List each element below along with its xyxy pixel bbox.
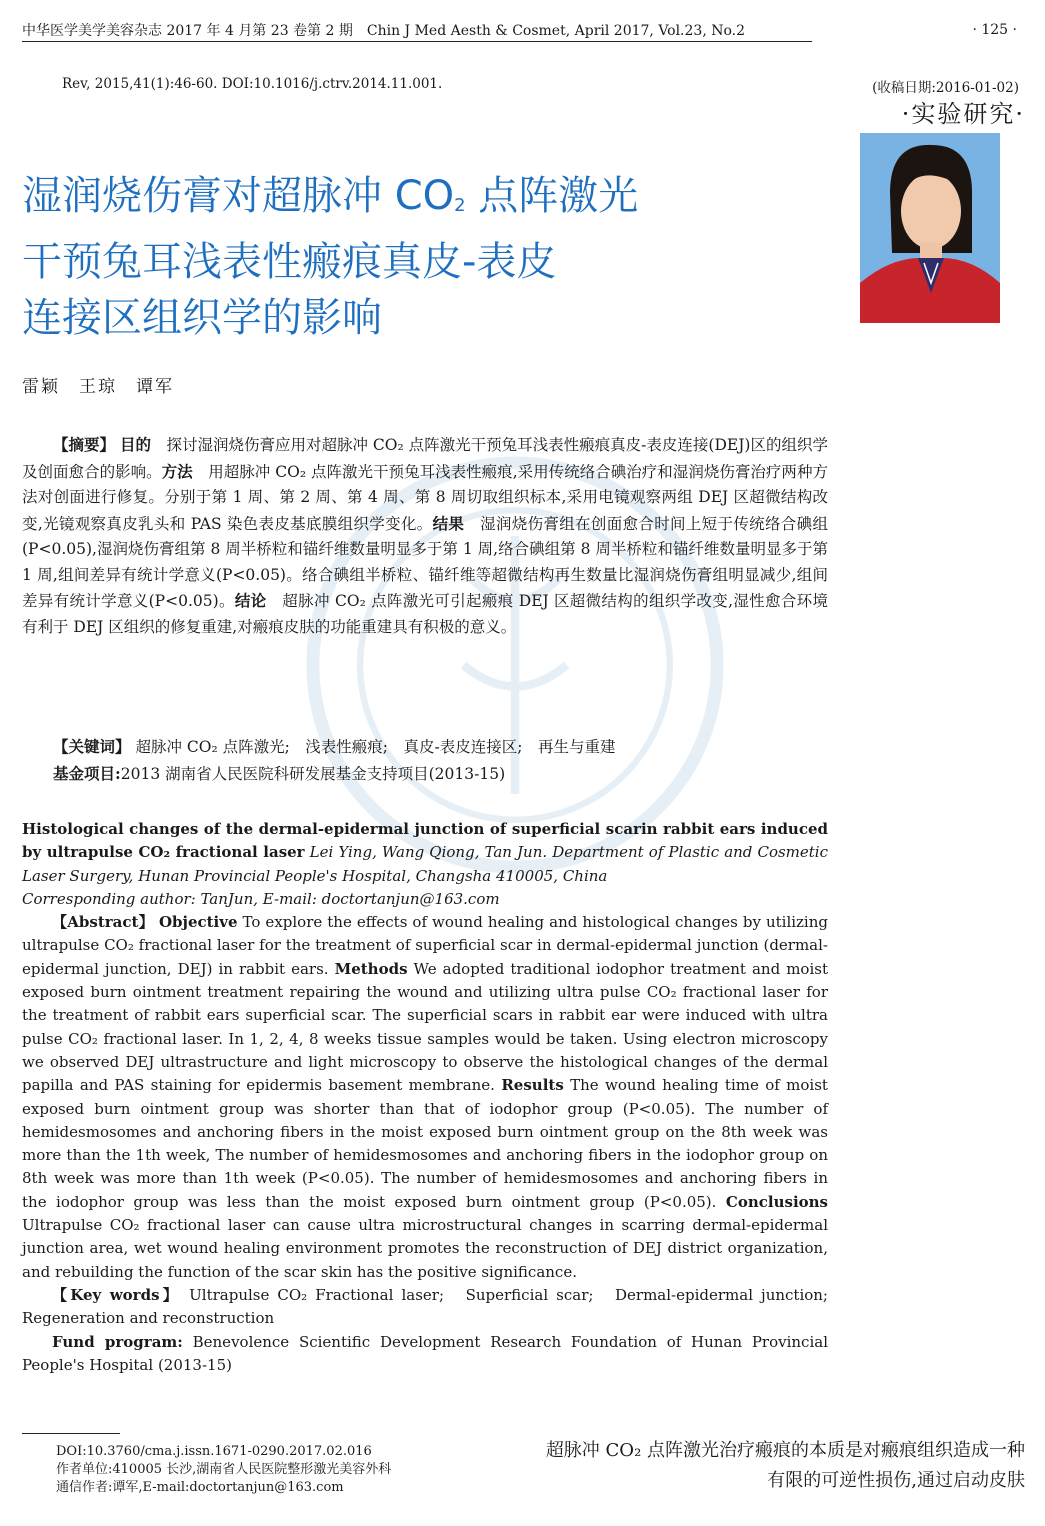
conclusion-label: 结论: [234, 591, 267, 610]
en-results-label: Results: [501, 1076, 564, 1095]
keywords-label: 【关键词】: [53, 737, 131, 756]
en-conclusions-label: Conclusions: [725, 1192, 828, 1211]
authors-cn: 雷颖 王琼 谭军: [22, 377, 174, 397]
keywords-text: 超脉冲 CO₂ 点阵激光; 浅表性瘢痕; 真皮-表皮连接区; 再生与重建: [135, 738, 616, 756]
author-photo: [860, 133, 1000, 323]
en-fund-label: Fund program:: [52, 1332, 183, 1351]
english-title: Histological changes of the dermal-epidermal junction of superficial scarin rabbit ears induced by ultrapulse CO₂ fractional laser: [22, 820, 828, 862]
article-title-cn: [22, 168, 742, 346]
abstract-label: 【摘要】: [53, 435, 116, 454]
abstract-cn: [22, 432, 828, 640]
received-date: (收稿日期:2016-01-02): [872, 80, 1019, 96]
header-rule: [22, 41, 812, 42]
en-fund-text: Benevolence Scientific Development Research Foundation of Hunan Provincial People's Hospital (2013-15): [22, 1332, 828, 1374]
en-abstract-label: 【Abstract】: [52, 913, 154, 932]
title-line-3: 连接区组织学的影响: [22, 295, 382, 341]
reference-line: Rev, 2015,41(1):46-60. DOI:10.1016/j.ctrv.2014.11.001.: [62, 76, 443, 92]
title-line-2: 干预兔耳浅表性瘢痕真皮-表皮: [22, 239, 557, 285]
footnote-doi: DOI:10.3760/cma.j.issn.1671-0290.2017.02.016: [56, 1444, 372, 1459]
en-results-text: The wound healing time of moist exposed burn ointment group was shorter than that of iodophor group (P<0.05). The number of hemidesmosomes and anchoring fibers in the moist exposed burn ointment group on the 8th week was more than the 1th week, The number of hemidesmosomes and anchoring fibers in the iodophor group on 8th week was more than 1th week (P<0.05). The number of hemidesmosomes and anchoring fibers in the iodophor group was less than the moist exposed burn ointment group (P<0.05).: [22, 1076, 828, 1211]
en-objective-label: Objective: [158, 913, 238, 932]
page-number: · 125 ·: [972, 22, 1017, 38]
fund-text: 2013 湖南省人民医院科研发展基金支持项目(2013-15): [120, 765, 506, 783]
english-authors: Lei Ying, Wang Qiong, Tan Jun. Department of Plastic and Cosmetic Laser Surgery, Hunan Provincial People's Hospital, Changsha 410005, China: [22, 843, 828, 885]
title-subscript: 2: [454, 195, 466, 216]
portrait-image: [860, 133, 1000, 323]
en-keywords-text: Ultrapulse CO₂ Fractional laser; Superficial scar; Dermal-epidermal junction; Regeneration and reconstruction: [22, 1285, 844, 1328]
objective-label: 目的: [119, 435, 151, 454]
results-text: 湿润烧伤膏组在创面愈合时间上短于传统络合碘组(P<0.05),湿润烧伤膏组第 8 周半桥粒和锚纤维数量明显多于第 1 周,络合碘组第 8 周半桥粒和锚纤维数量明显多于第 1 周,组间差异有统计学意义(P<0.05)。络合碘组半桥粒、锚纤维等超微结构再生数量比湿润烧伤膏组明显减少,组间差异有统计学意义(P<0.05)。: [22, 514, 828, 610]
objective-text: 探讨湿润烧伤膏应用对超脉冲 CO₂ 点阵激光干预兔耳浅表性瘢痕真皮-表皮连接(DEJ)区的组织学及创面愈合的影响。: [22, 436, 828, 481]
footnote-rule: [22, 1433, 120, 1434]
correspondence: Corresponding author: TanJun, E-mail: doctortanjun@163.com: [22, 889, 500, 908]
methods-text: 用超脉冲 CO₂ 点阵激光干预兔耳浅表性瘢痕,采用传统络合碘治疗和湿润烧伤膏治疗两种方法对创面进行修复。分别于第 1 周、第 2 周、第 4 周、第 8 周切取组织标本,采用电镜观察两组 DEJ 区超微结构改变,光镜观察真皮乳头和 PAS 染色表皮基底膜组织学变化。: [22, 462, 828, 533]
conclusion-text: 超脉冲 CO₂ 点阵激光可引起瘢痕 DEJ 区超微结构的组织学改变,湿性愈合环境有利于 DEJ 区组织的修复重建,对瘢痕皮肤的功能重建具有积极的意义。: [22, 592, 828, 636]
footnote-correspondence: 通信作者:谭军,E-mail:doctortanjun@163.com: [56, 1480, 344, 1495]
keywords-cn: [22, 735, 828, 757]
running-header: 中华医学美学美容杂志 2017 年 4 月第 23 卷第 2 期 Chin J Med Aesth & Cosmet, April 2017, Vol.23, No.2: [22, 23, 746, 39]
fund-label: 基金项目:: [53, 764, 121, 783]
title-line-1a: 湿润烧伤膏对超脉冲 CO: [22, 173, 455, 219]
footnote-unit: 作者单位:410005 长沙,湖南省人民医院整形激光美容外科: [56, 1462, 392, 1477]
body-text-continuation: 超脉冲 CO₂ 点阵激光治疗瘢痕的本质是对瘢痕组织造成一种有限的可逆性损伤,通过启动皮肤: [545, 1440, 1025, 1491]
en-methods-label: Methods: [334, 959, 408, 978]
en-methods-text: We adopted traditional iodophor treatment and moist exposed burn ointment treatment repairing the wound and utilizing ultra pulse CO₂ fractional laser for the treatment of rabbit ears superficial scar. The superficial scars in rabbit ear were induced with ultra pulse CO₂ fractional laser. In 1, 2, 4, 8 weeks tissue samples would be taken. Using electron microscopy we observed DEJ ultrastructure and light microscopy to observe the histological changes of the dermal papilla and PAS staining for epidermis basement membrane.: [22, 959, 828, 1095]
results-label: 结果: [432, 513, 465, 533]
fund-cn: [22, 762, 828, 784]
en-keywords-label: 【Key words】: [52, 1285, 182, 1304]
en-objective-text: To explore the effects of wound healing and histological changes by utilizing ultrapulse CO₂ fractional laser for the treatment of superficial scar in dermal-epidermal junction (dermal-epidermal junction, DEJ) in rabbit ears.: [22, 913, 828, 978]
methods-label: 方法: [161, 461, 193, 481]
english-abstract-block: [22, 818, 844, 1377]
title-line-1b: 点阵激光: [465, 173, 639, 219]
en-conclusions-text: Ultrapulse CO₂ fractional laser can cause ultra microstructural changes in scarring dermal-epidermal junction area, wet wound healing environment promotes the reconstruction of DEJ district organization, and rebuilding the function of the scar skin has the positive significance.: [22, 1216, 828, 1281]
footnotes: [56, 1443, 391, 1497]
section-tag: ·实验研究·: [901, 100, 1025, 128]
